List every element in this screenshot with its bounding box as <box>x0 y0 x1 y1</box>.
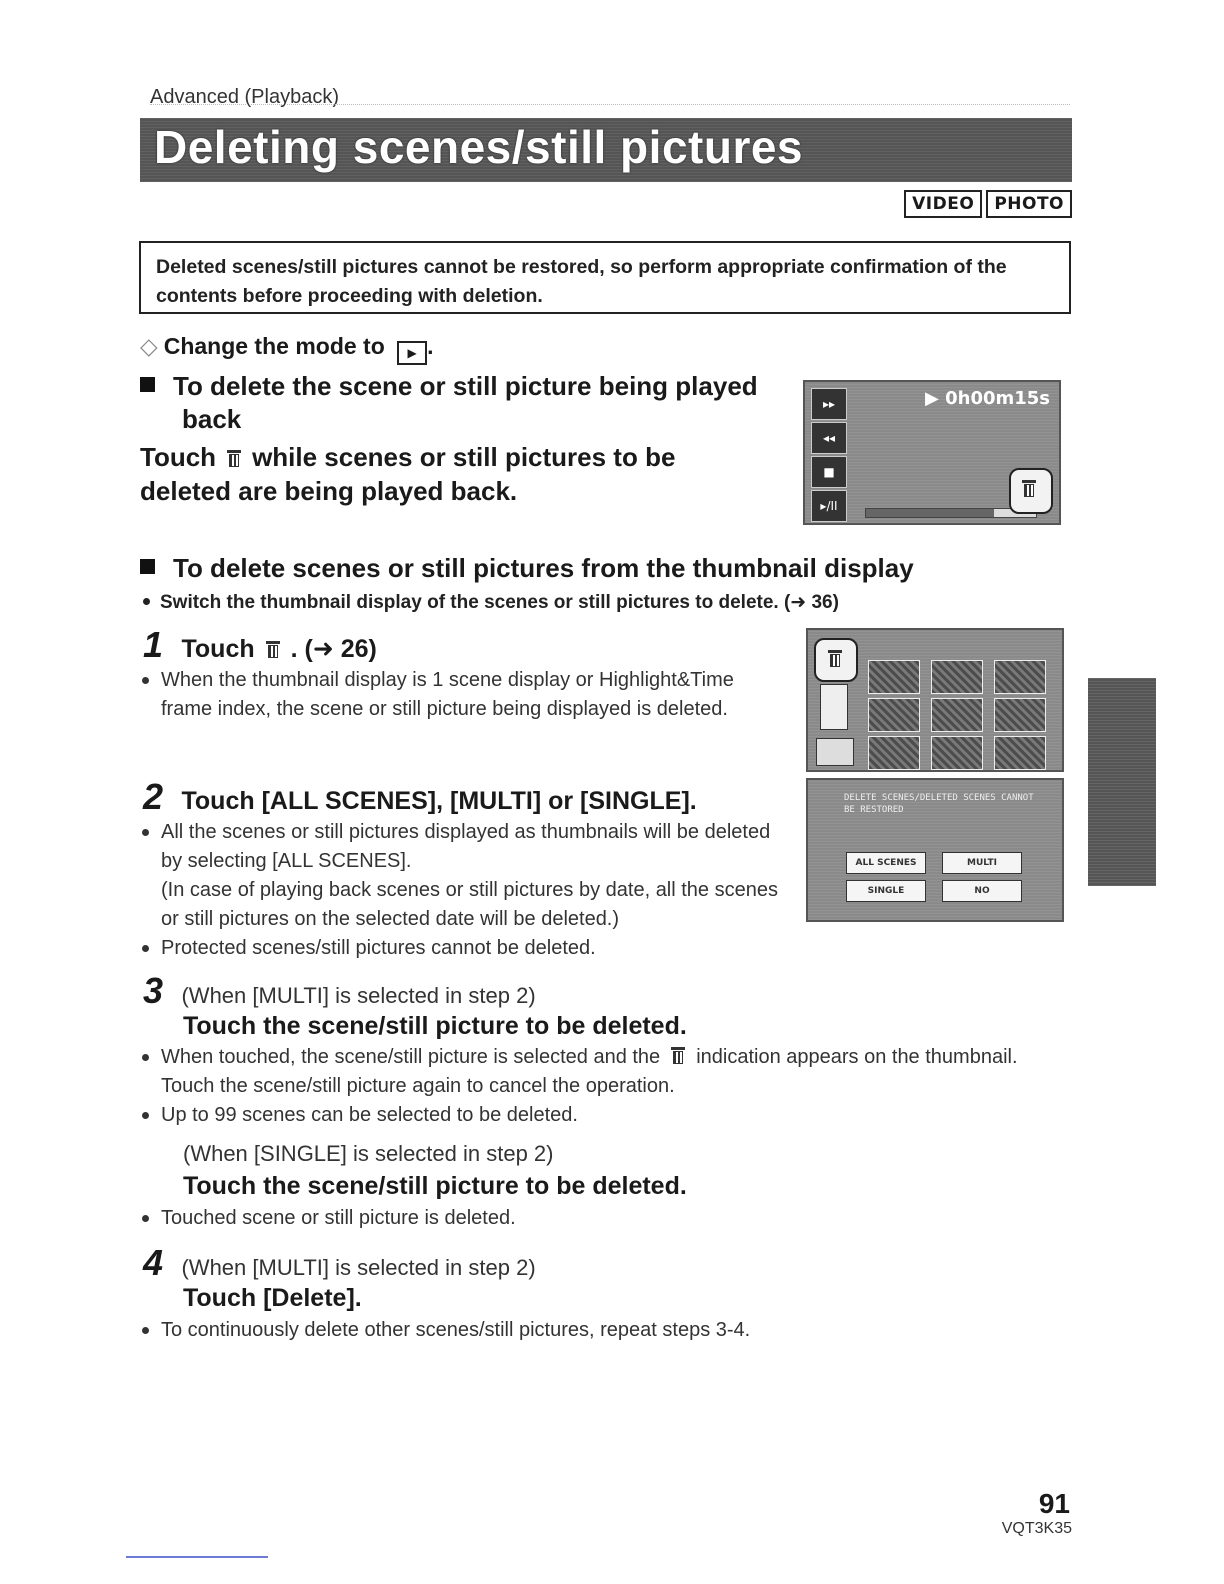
thumbnail-screen <box>806 628 1064 772</box>
step4-bullet: To continuously delete other scenes/still pictures, repeat steps 3-4. <box>140 1316 1060 1345</box>
section2-note <box>143 591 839 614</box>
section2-heading-text: To delete scenes or still pictures from the thumbnail display <box>173 553 914 583</box>
square-bullet-icon <box>140 559 155 574</box>
dialog-message: DELETE SCENES/DELETED SCENES CANNOT BE RESTORED <box>844 793 1034 815</box>
step3-condition: (When [MULTI] is selected in step 2) <box>181 983 536 1008</box>
fast-forward-button[interactable]: ▸▸ <box>811 388 847 420</box>
step3-single-notes <box>140 1204 1060 1233</box>
progress-fill <box>866 509 994 517</box>
step1-bullet: When the thumbnail display is 1 scene display or Highlight&Time frame index, the scene or still picture being displayed is deleted. <box>140 666 770 724</box>
mode-badges <box>904 190 1072 218</box>
trash-icon <box>226 450 242 468</box>
playback-time-text: 0h00m15s <box>945 388 1051 409</box>
video-mode-badge: VIDEO <box>904 190 982 218</box>
step3-bullet-text-cont: indication appears on the thumbnail. Touch the scene/still picture again to cancel the operation. <box>161 1046 1018 1097</box>
page-control[interactable] <box>816 738 854 766</box>
step-number: 3 <box>143 970 164 1011</box>
step-number: 1 <box>143 624 164 665</box>
mode-change-text: Change the mode to <box>163 333 385 359</box>
photo-mode-badge: PHOTO <box>986 190 1072 218</box>
section2-heading <box>140 552 914 585</box>
rewind-button[interactable]: ◂◂ <box>811 422 847 454</box>
no-button[interactable]: NO <box>942 880 1022 902</box>
thumbnail[interactable] <box>868 736 920 770</box>
thumbnail[interactable] <box>931 698 983 732</box>
square-bullet-icon <box>140 377 155 392</box>
playback-mode-icon: ▶ <box>397 341 427 365</box>
title-bar <box>140 118 1072 182</box>
playback-time: ▶ 0h00m15s <box>925 388 1051 409</box>
thumbnail[interactable] <box>868 660 920 694</box>
trash-icon <box>265 641 281 659</box>
thumbnail[interactable] <box>994 660 1046 694</box>
step2-bullet-note: (In case of playing back scenes or still pictures by date, all the scenes or still pictures on the selected date will be deleted.) <box>161 879 778 930</box>
section-label: Advanced (Playback) <box>150 86 339 108</box>
delete-dialog-screen <box>806 778 1064 922</box>
trash-icon <box>1021 480 1037 498</box>
touch-suffix: while scenes or still pictures to be deleted are being played back. <box>140 442 676 506</box>
step2-header <box>143 776 697 818</box>
single-button[interactable]: SINGLE <box>846 880 926 902</box>
trash-icon <box>827 650 843 668</box>
step2-bullet: Protected scenes/still pictures cannot be deleted. <box>140 934 790 963</box>
step4-action: Touch [Delete]. <box>183 1284 362 1312</box>
section1-touch-instruction <box>140 440 760 508</box>
delete-button[interactable] <box>1009 468 1053 514</box>
thumbnail[interactable] <box>931 660 983 694</box>
step1-prefix: Touch <box>181 635 255 663</box>
step-number: 2 <box>143 776 164 817</box>
bullet-dot <box>143 598 150 605</box>
delete-button[interactable] <box>814 638 858 682</box>
page-number: 91 <box>1038 1488 1070 1519</box>
play-pause-button[interactable]: ▸/II <box>811 490 847 522</box>
step3-header <box>143 970 536 1012</box>
step4-notes <box>140 1316 1060 1345</box>
section1-heading-text: To delete the scene or still picture being played back <box>173 371 758 434</box>
step1-header <box>143 624 377 666</box>
mode-change-line <box>140 333 434 365</box>
mode-change-suffix: . <box>427 333 434 359</box>
scroll-control[interactable] <box>820 684 848 730</box>
step3-action-single: Touch the scene/still picture to be deleted. <box>183 1172 687 1200</box>
multi-button[interactable]: MULTI <box>942 852 1022 874</box>
diamond-icon: ◇ <box>140 333 158 359</box>
step2-notes <box>140 818 790 963</box>
step3-bullet-text: When touched, the scene/still picture is selected and the <box>161 1046 661 1068</box>
step3-condition-single: (When [SINGLE] is selected in step 2) <box>183 1141 554 1166</box>
touch-prefix: Touch <box>140 442 217 472</box>
step2-bullet: All the scenes or still pictures displayed as thumbnails will be deleted by selecting [ALL SCENES]. <box>140 818 790 876</box>
warning-box: Deleted scenes/still pictures cannot be restored, so perform appropriate confirmation of the contents before proceeding with deletion. <box>139 241 1071 314</box>
stop-button[interactable]: ■ <box>811 456 847 488</box>
thumbnail[interactable] <box>994 736 1046 770</box>
thumbnail[interactable] <box>931 736 983 770</box>
step3-bullet: Touched scene or still picture is deleted. <box>140 1204 1060 1233</box>
bottom-link-line[interactable] <box>126 1556 268 1558</box>
thumbnail[interactable] <box>868 698 920 732</box>
section-divider <box>150 104 1070 105</box>
trash-icon <box>670 1047 686 1065</box>
step2-heading: Touch [ALL SCENES], [MULTI] or [SINGLE]. <box>181 787 697 815</box>
step3-bullet: Up to 99 scenes can be selected to be deleted. <box>140 1101 1060 1130</box>
step1-notes <box>140 666 770 724</box>
thumbnail[interactable] <box>994 698 1046 732</box>
step4-condition: (When [MULTI] is selected in step 2) <box>181 1255 536 1280</box>
all-scenes-button[interactable]: ALL SCENES <box>846 852 926 874</box>
section2-note-text: Switch the thumbnail display of the scenes or still pictures to delete. (➜ 36) <box>160 592 839 613</box>
step3-notes <box>140 1043 1060 1130</box>
model-code: VQT3K35 <box>1001 1520 1072 1537</box>
step1-suffix: . (➜ 26) <box>290 635 377 663</box>
step3-bullet <box>140 1043 1060 1101</box>
step4-header <box>143 1242 536 1284</box>
chapter-side-tab <box>1088 678 1156 886</box>
section1-heading <box>140 370 782 436</box>
step-number: 4 <box>143 1242 164 1283</box>
step3-action: Touch the scene/still picture to be deleted. <box>183 1012 687 1040</box>
page-title: Deleting scenes/still pictures <box>154 121 804 173</box>
playback-screen <box>803 380 1061 525</box>
